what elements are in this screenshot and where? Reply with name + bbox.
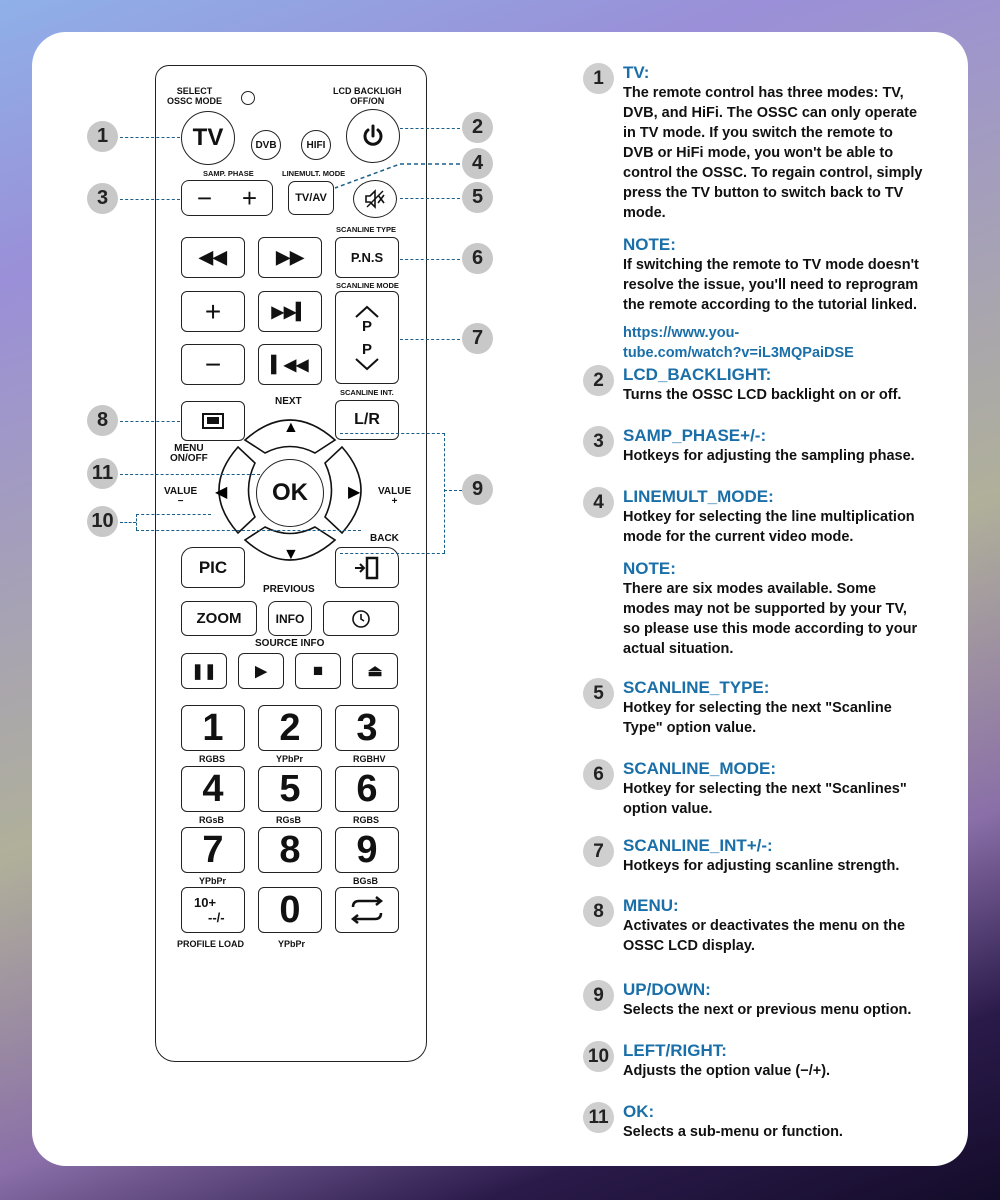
callout-6: 6 [462,243,493,274]
callout-2: 2 [462,112,493,143]
next-label: NEXT [275,396,302,407]
ok-button[interactable]: OK [256,459,324,527]
digit-3-source-label: RGBHV [353,754,386,764]
legend-title: LCD_BACKLIGHT: [623,365,772,384]
scanline-type-label: SCANLINE TYPE [336,225,397,234]
digit-9-source-label: BGsB [353,876,379,886]
legend-item-11 [583,1102,923,1142]
callout-line-1 [120,137,180,138]
legend-text: The remote control has three modes: TV, DVB, and HiFi. The OSSC can only operate in TV mode. If you switch the remote to DVB or HiFi mode, you won't be able to control the OSSC. To regain control, simply press the TV button to switch back to TV mode. [623,85,923,221]
stop-icon: ■ [312,661,324,680]
legend-text: Selects the next or previous menu option. [623,1002,912,1018]
digit-8-button[interactable]: 8 [258,827,322,873]
legend-item-1 [583,63,923,363]
callout-7: 7 [462,323,493,354]
fast-forward-button[interactable] [258,237,322,278]
callout-line-9c [340,553,445,554]
legend-badge: 9 [583,980,614,1011]
menu-onoff-label: MENU ON/OFF [170,443,208,464]
eject-icon: ⏏ [367,663,383,680]
callout-9: 9 [462,474,493,505]
callout-line-3 [120,199,180,200]
minus-button[interactable] [181,344,245,385]
legend-badge: 6 [583,759,614,790]
callout-line-10d [136,530,361,531]
callout-line-10a [120,522,136,523]
chevron-up-icon [354,306,380,318]
plus-icon: + [241,182,258,213]
samp-phase-rocker[interactable] [181,180,273,216]
plus-icon: + [204,295,222,327]
digit-5-button[interactable]: 5 [258,766,322,812]
digit-6-button[interactable]: 6 [335,766,399,812]
scanline-int-label: SCANLINE INT. [340,388,394,397]
swap-icon [349,896,385,924]
stop-button[interactable] [295,653,341,689]
digit-0-button[interactable]: 0 [258,887,322,933]
callout-line-8 [120,421,180,422]
dvb-button[interactable]: DVB [251,130,281,160]
exit-icon [353,556,381,580]
rewind-icon: ◀◀ [199,247,227,267]
legend-title: SCANLINE_TYPE: [623,678,770,697]
power-icon [360,123,386,149]
callout-line-10c [136,514,211,515]
callout-line-9a [340,433,445,434]
info-button[interactable]: INFO [268,601,312,636]
timer-button[interactable] [323,601,399,636]
digit-4-button[interactable]: 4 [181,766,245,812]
callout-5: 5 [462,182,493,213]
minus-icon: − [196,182,213,213]
pns-button[interactable]: P.N.S [335,237,399,278]
callout-10: 10 [87,506,118,537]
legend-badge: 5 [583,678,614,709]
arrow-right-icon: ▶ [348,484,361,501]
legend-badge: 2 [583,365,614,396]
legend-item-5 [583,678,923,738]
digit-9-button[interactable]: 9 [335,827,399,873]
select-osc-mode-label: SELECT OSSC MODE [167,86,223,106]
pause-button[interactable] [181,653,227,689]
tv-button[interactable]: TV [181,111,235,165]
power-button[interactable] [346,109,400,163]
legend-item-4 [583,487,923,659]
callout-line-2 [400,128,460,129]
arrow-up-icon: ▲ [283,419,299,436]
callout-line-4 [330,160,465,190]
legend-note-title: NOTE: [623,235,676,254]
legend-badge: 1 [583,63,614,94]
legend-title: SCANLINE_MODE: [623,759,777,778]
legend-item-3 [583,426,923,466]
digit-2-button[interactable]: 2 [258,705,322,751]
legend-badge: 4 [583,487,614,518]
legend-item-7 [583,836,923,876]
digit-6-source-label: RGBS [353,815,380,825]
legend-badge: 3 [583,426,614,457]
tvav-button[interactable]: TV/AV [288,181,334,215]
legend-badge: 10 [583,1041,614,1072]
legend-title: LINEMULT_MODE: [623,487,774,506]
value-minus-label: VALUE − [164,486,198,507]
program-down-label: P [361,340,372,358]
lr-button[interactable]: L/R [335,400,399,440]
legend-text: Hotkey for selecting the next "Scanline Type" option value. [623,700,892,736]
next-track-icon: ▶▶▍ [271,303,309,321]
profile-load-label: PROFILE LOAD [177,939,244,949]
program-rocker[interactable] [335,291,399,384]
zoom-button[interactable]: ZOOM [181,601,257,636]
right-button[interactable] [348,482,368,502]
left-button[interactable] [215,482,235,502]
legend-item-10 [583,1041,923,1081]
hifi-button[interactable]: HIFI [301,130,331,160]
up-button[interactable] [283,419,303,439]
legend-text: Adjusts the option value (−/+). [623,1063,831,1079]
zero-source-label: YPbPr [278,939,306,949]
legend-title: LEFT/RIGHT: [623,1041,727,1060]
arrow-left-icon: ◀ [215,484,228,501]
plus-button[interactable] [181,291,245,332]
eject-button[interactable] [352,653,398,689]
linemult-mode-label: LINEMULT. MODE [282,169,346,178]
legend-note-title: NOTE: [623,559,676,578]
legend-text: Activates or deactivates the menu on the OSSC LCD display. [623,918,906,954]
dashdash-label: --/- [208,910,225,925]
lcd-backlight-label: LCD BACKLIGH OFF/ON [333,86,402,106]
legend-text: Hotkey for selecting the line multiplication mode for the current video mode. [623,509,915,545]
legend-text: Turns the OSSC LCD backlight on or off. [623,387,902,403]
down-button[interactable] [283,546,303,566]
ten-plus-label: 10+ [194,895,217,910]
digit-4-source-label: RGsB [199,815,225,825]
callout-line-11 [120,474,260,475]
legend-text: Selects a sub-menu or function. [623,1124,843,1140]
digit-1-source-label: RGBS [199,754,226,764]
callout-4: 4 [462,148,493,179]
legend-text: Hotkey for selecting the next "Scanlines" option value. [623,781,907,817]
scanline-mode-label: SCANLINE MODE [336,281,399,290]
legend-title: TV: [623,63,650,82]
program-up-label: P [361,317,372,335]
legend-text: Hotkeys for adjusting the sampling phase. [623,448,915,464]
legend-item-9 [583,980,923,1020]
legend-badge: 7 [583,836,614,867]
ten-plus-button[interactable] [181,887,245,933]
previous-track-icon: ▍◀◀ [271,356,309,374]
digit-5-source-label: RGsB [276,815,302,825]
mute-icon [364,189,386,209]
mode-led-indicator [241,91,255,105]
clock-icon [351,609,371,629]
digit-2-source-label: YPbPr [276,754,304,764]
next-track-button[interactable] [258,291,322,332]
digit-3-button[interactable]: 3 [335,705,399,751]
legend-text: Hotkeys for adjusting scanline strength. [623,858,900,874]
back-label: BACK [370,533,399,544]
callout-line-7 [400,339,460,340]
value-plus-label: VALUE + [378,486,412,507]
callout-line-10b [136,514,137,530]
previous-track-button[interactable] [258,344,322,385]
play-icon: ▶ [255,663,267,680]
digit-7-source-label: YPbPr [199,876,227,886]
callout-11: 11 [87,458,118,489]
callout-line-9b [444,433,445,553]
swap-button[interactable] [335,887,399,933]
pause-icon: ❚❚ [191,663,217,680]
callout-line-6 [400,259,460,260]
legend-item-8 [583,896,923,956]
callout-1: 1 [87,121,118,152]
digit-7-button[interactable]: 7 [181,827,245,873]
tutorial-link[interactable]: https://www.you- tube.com/watch?v=iL3MQPaiDSE [623,325,854,361]
legend-badge: 11 [583,1102,614,1133]
fast-forward-icon: ▶▶ [276,247,304,267]
legend-title: MENU: [623,896,679,915]
legend-note-text: There are six modes available. Some modes may not be supported by your TV, so please use this mode according to your actual situation. [623,581,918,657]
pic-button[interactable]: PIC [181,547,245,588]
legend-badge: 8 [583,896,614,927]
rewind-button[interactable] [181,237,245,278]
play-button[interactable] [238,653,284,689]
legend-title: SCANLINE_INT+/-: [623,836,773,855]
arrow-down-icon: ▼ [283,546,299,563]
legend-item-2 [583,365,923,405]
source-info-label: SOURCE INFO [255,638,325,649]
digit-1-button[interactable]: 1 [181,705,245,751]
chevron-down-icon [354,358,380,370]
callout-8: 8 [87,405,118,436]
legend-title: OK: [623,1102,655,1121]
legend-note-text: If switching the remote to TV mode doesn't resolve the issue, you'll need to reprogram the remote according to the tutorial linked. [623,257,919,313]
legend-item-6 [583,759,923,819]
minus-icon: − [204,348,222,380]
callout-line-9d [444,490,462,491]
legend-title: SAMP_PHASE+/-: [623,426,767,445]
legend-title: UP/DOWN: [623,980,711,999]
callout-line-5 [400,198,460,199]
previous-label: PREVIOUS [263,584,315,595]
callout-3: 3 [87,183,118,214]
samp-phase-label: SAMP. PHASE [203,169,254,178]
